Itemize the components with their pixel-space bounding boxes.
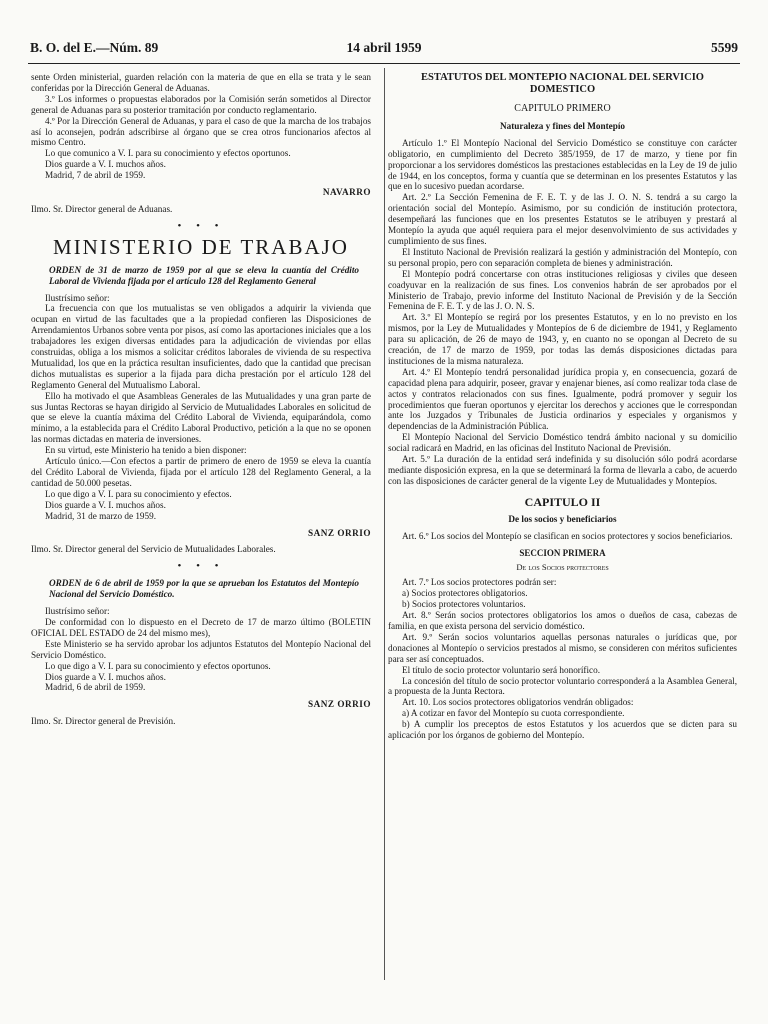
article: Artículo 1.º El Montepío Nacional del Servicio Doméstico se constituye con carácter obligatorio, en cumplimiento del Decreto 385/1959, de 17 de marzo, y tiene por fin proporcionar a los servidores domésticos las prestaciones establecidas en la Ley de 19 de julio de 1944, en los conceptos, forma y cuantía que se determinan en los presentes Estatutos y las que en lo sucesivo puedan acordarse. (388, 137, 737, 192)
article: Art. 8.º Serán socios protectores obligatorios los amos o dueños de casa, cabezas de familia, en que exista persona del servicio doméstico. (388, 610, 737, 631)
signature: SANZ ORRIO (308, 527, 371, 538)
header-issue: B. O. del E.—Núm. 89 (30, 40, 159, 55)
column-divider (384, 68, 385, 980)
paragraph: 3.º Los informes o propuestas elaborados por la Comisión serán sometidos al Director general de Aduanas para su posterior tramitación por conducto reglamentario. (31, 93, 371, 115)
paragraph: Este Ministerio se ha servido aprobar los adjuntos Estatutos del Montepío Nacional del Servicio Doméstico. (31, 638, 371, 660)
article: Art. 3.º El Montepío se regirá por los presentes Estatutos, y en lo no previsto en los mismos, por la Ley de Mutualidades y Montepíos de 6 de diciembre de 1941, y Reglamento para su aplicación, de 26 de mayo de 1943, y, en cuanto no se opongan al Decreto de su creación, de 17 de marzo de 1959, por todas las demás disposiciones dictadas para instituciones de la misma naturaleza. (388, 312, 737, 366)
ministry-heading: MINISTERIO DE TRABAJO (53, 234, 349, 259)
order-title: ORDEN de 31 de marzo de 1959 por al que se eleva la cuantía del Crédito Laboral de Vivienda fijada por el artículo 128 del Reglamento General (49, 264, 359, 286)
date-line: Madrid, 31 de marzo de 1959. (45, 510, 156, 521)
paragraph: Ello ha motivado el que Asambleas Generales de las Mutualidades y una gran parte de sus Juntas Rectoras se hayan dirigido al Servicio de Mutualidades Laborales en solicitud de que se eleve la cuantía máxima del Crédito Laboral de Vivienda, equiparándola, como mínimo, a la establecida para el Crédito Laboral Productivo, petición a la que no se oponen las normas dictadas en materia de inversiones. (31, 390, 371, 445)
article: Art. 6.º Los socios del Montepío se clasifican en socios protectores y socios beneficiarios. (402, 530, 733, 541)
article: Art. 7.º Los socios protectores podrán ser: (402, 577, 557, 588)
paragraph: Artículo único.—Con efectos a partir de primero de enero de 1959 se eleva la cuantía del Crédito Laboral de Vivienda, fijada por el artículo 128 del Reglamento General, a la cantidad de 50.000 pesetas. (31, 456, 371, 488)
list-item: a) A cotizar en favor del Montepío su cuota correspondiente. (402, 708, 625, 719)
separator-stars: • • • (177, 560, 225, 573)
section-subtitle: De los Socios protectores (516, 562, 609, 573)
paragraph: En su virtud, este Ministerio ha tenido a bien disponer: (45, 445, 247, 456)
chapter-heading: CAPITULO II (524, 494, 601, 509)
article: Art. 9.º Serán socios voluntarios aquellas personas naturales o jurídicas que, por donaciones al Montepío o servicios prestados al mismo, se consideren con méritos suficientes para ser así conceptuados. (388, 631, 737, 664)
statutes-title: ESTATUTOS DEL MONTEPIO NACIONAL DEL SERVICIO DOMESTICO (421, 72, 704, 95)
paragraph: 4.º Por la Dirección General de Aduanas, y para el caso de que la marcha de los trabajos así lo aconsejen, podrán adscribirse al órgano que se crea otros funcionarios afectos al mismo Centro. (31, 115, 371, 148)
addressee: Ilmo. Sr. Director general de Aduanas. (31, 203, 173, 214)
addressee: Ilmo. Sr. Director general del Servicio de Mutualidades Laborales. (31, 544, 276, 555)
paragraph: De conformidad con lo dispuesto en el Decreto de 17 de marzo último (BOLETIN OFICIAL DEL ESTADO de 24 del mismo mes), (31, 616, 371, 638)
section-heading: SECCION PRIMERA (519, 547, 606, 558)
article: Art. 5.º La duración de la entidad será indefinida y su disolución sólo podrá acordarse mediante disposición expresa, en la que se determinará la forma de llevarla a cabo, de acuerdo con las disposiciones de carácter general de la vigente Ley de Mutualidades y Montepíos. (388, 454, 737, 486)
left-column (31, 72, 371, 731)
list-item: a) Socios protectores obligatorios. (402, 588, 528, 599)
chapter-subtitle: Naturaleza y fines del Montepío (499, 120, 626, 131)
list-item: b) A cumplir los preceptos de estos Estatutos y los acuerdos que se dicten para su aplicación por los órganos de gobierno del Montepío. (388, 719, 737, 741)
order-title: ORDEN de 6 de abril de 1959 por la que se aprueban los Estatutos del Montepío Nacional del Servicio Doméstico. (49, 578, 359, 600)
separator-stars: • • • (177, 219, 225, 232)
article: Art. 2.º La Sección Femenina de F. E. T. y de las J. O. N. S. tendrá a su cargo la orientación social del Montepío. Asimismo, por su condición de institución protectora, desempeñará las funciones que en los presentes Estatutos se le atribuyen y prestará al Montepío la ayuda que aquél requiera para el mejor desenvolvimiento de sus actividades y cumplimiento de sus fines. (388, 192, 737, 246)
paragraph: Dios guarde a V. I. muchos años. (45, 159, 166, 170)
paragraph: Dios guarde a V. I. muchos años. (45, 671, 166, 682)
header-date: 14 abril 1959 (346, 40, 422, 55)
right-column (388, 72, 737, 741)
salutation: Ilustrísimo señor: (45, 606, 110, 617)
article: Art. 4.º El Montepío tendrá personalidad jurídica propia y, en consecuencia, gozará de capacidad plena para adquirir, poseer, gravar y enajenar bienes, así como realizar toda clase de actos y contratos relacionados con sus fines. Igualmente, podrá promover y seguir los procedimientos que fueran oportunos y ejercitar los derechos y acciones que le correspondan ante los Juzgados y Tribunales de Justicia ordinarios y especiales y organismos y dependencias de la Administración Pública. (388, 366, 737, 432)
page-header (30, 40, 738, 60)
list-item: b) Socios protectores voluntarios. (402, 599, 526, 610)
paragraph: sente Orden ministerial, guarden relación con la materia de que en ella se trata y le sean conferidas por la Dirección General de Aduanas. (31, 72, 371, 93)
salutation: Ilustrísimo señor: (45, 292, 110, 303)
date-line: Madrid, 6 de abril de 1959. (45, 682, 146, 693)
addressee: Ilmo. Sr. Director general de Previsión. (31, 716, 176, 727)
paragraph: Dios guarde a V. I. muchos años. (45, 499, 166, 510)
date-line: Madrid, 7 de abril de 1959. (45, 170, 146, 181)
chapter-heading: CAPITULO PRIMERO (514, 103, 611, 114)
paragraph: El Instituto Nacional de Previsión realizará la gestión y administración del Montepío, con su personal propio, pero con separación completa de bienes y administración. (388, 246, 737, 268)
paragraph: La frecuencia con que los mutualistas se ven obligados a adquirir la vivienda que ocupan en virtud de las facultades que a la propiedad confieren las Disposiciones de Arrendamientos Urbanos sobre venta por pisos, así como las aportaciones iniciales que a los trabajadores les exigen diversas entidades para la adjudicación de viviendas por ellas construidas, obliga a los mismos a solicitar créditos laborales de vivienda de su respectiva Mutualidad, los que en la práctica resultan insuficientes, dado que la cantidad que precisan dichos mutualistas es superior a la fijada para dicha prestación por el artículo 128 del Reglamento General del Mutualismo Laboral. (31, 303, 371, 390)
signature: NAVARRO (322, 187, 371, 198)
paragraph: La concesión del título de socio protector voluntario corresponderá a la Asamblea General, a propuesta de la Junta Rectora. (388, 675, 737, 697)
paragraph: El Montepío podrá concertarse con otras instituciones religiosas y civiles que deseen coadyuvar en la realización de sus fines. Los convenios habrán de ser aprobados por el Ministerio de Trabajo, previo informe del Instituto Nacional de Previsión y de la Sección Femenina de F. E. T. y de las J. O. N. S. (388, 268, 737, 312)
article: Art. 10. Los socios protectores obligatorios vendrán obligados: (402, 697, 634, 708)
chapter-subtitle: De los socios y beneficiarios (508, 513, 617, 524)
paragraph: El título de socio protector voluntario será honorífico. (402, 664, 600, 675)
header-page-number: 5599 (711, 40, 738, 55)
paragraph: Lo que digo a V. I. para su conocimiento y efectos. (45, 488, 232, 499)
paragraph: Lo que comunico a V. I. para su conocimiento y efectos oportunos. (45, 148, 291, 159)
paragraph: El Montepío Nacional del Servicio Doméstico tendrá ámbito nacional y su domicilio social radicará en Madrid, en las oficinas del Instituto Nacional de Previsión. (388, 432, 737, 454)
paragraph: Lo que digo a V. I. para su conocimiento y efectos oportunos. (45, 660, 271, 671)
header-rule (28, 63, 740, 64)
signature: SANZ ORRIO (308, 699, 371, 710)
